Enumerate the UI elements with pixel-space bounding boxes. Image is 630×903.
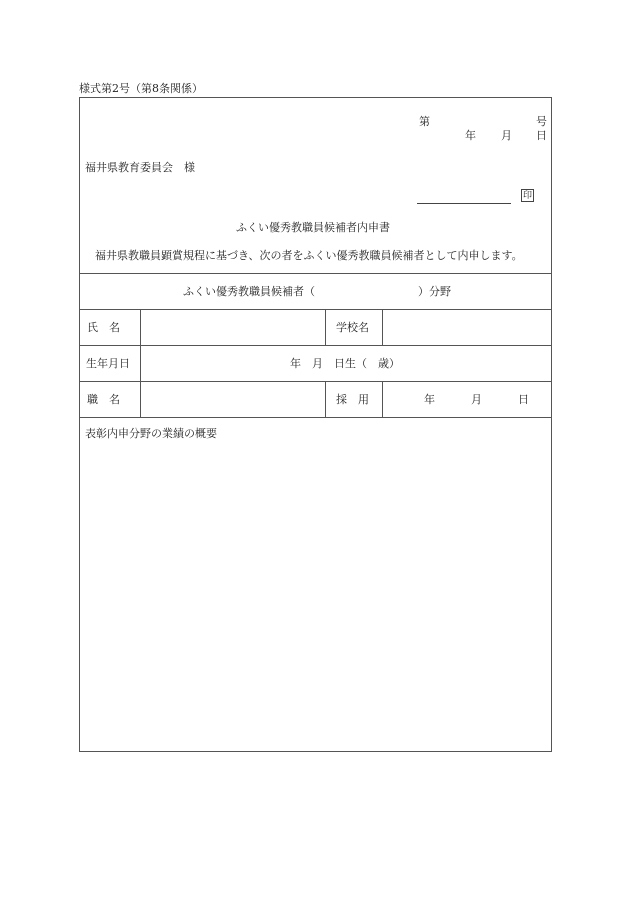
position-input[interactable] xyxy=(142,383,324,416)
school-label: 学校名 xyxy=(336,321,369,334)
col-divider xyxy=(325,381,326,417)
statement: 福井県教職員顕賞規程に基づき、次の者をふくい優秀教職員候補者として内申します。 xyxy=(95,249,523,262)
seal-mark: 印 xyxy=(522,191,532,201)
school-input[interactable] xyxy=(384,311,550,344)
date-year: 年 xyxy=(465,129,476,142)
date-month: 月 xyxy=(501,129,512,142)
row-divider xyxy=(79,381,552,382)
col-divider xyxy=(382,381,383,417)
row-divider xyxy=(79,309,552,310)
number-suffix: 号 xyxy=(536,115,547,128)
row-divider xyxy=(79,417,552,418)
birth-value[interactable]: 年 月 日生（ 歳） xyxy=(290,357,400,370)
hire-month: 月 xyxy=(471,393,482,406)
col-divider xyxy=(140,309,141,417)
date-day: 日 xyxy=(536,129,547,142)
form-id: 様式第2号（第8条関係） xyxy=(79,82,203,95)
field-prefix: ふくい優秀教職員候補者（ xyxy=(183,285,315,298)
hire-label: 採 用 xyxy=(336,393,369,406)
hire-year: 年 xyxy=(424,393,435,406)
summary-label: 表彰内申分野の業績の概要 xyxy=(85,427,217,440)
summary-textarea[interactable] xyxy=(81,445,550,750)
number-prefix: 第 xyxy=(419,115,430,128)
form-title: ふくい優秀教職員候補者内申書 xyxy=(236,221,390,234)
signature-line[interactable] xyxy=(417,203,511,204)
col-divider xyxy=(325,309,326,345)
row-divider xyxy=(79,273,552,274)
col-divider xyxy=(382,309,383,345)
addressee: 福井県教育委員会 様 xyxy=(85,161,195,174)
hire-day: 日 xyxy=(518,393,529,406)
name-label: 氏 名 xyxy=(87,321,120,334)
field-input[interactable] xyxy=(314,284,418,300)
row-divider xyxy=(79,345,552,346)
name-input[interactable] xyxy=(142,311,324,344)
field-suffix: ）分野 xyxy=(418,285,451,298)
birth-label: 生年月日 xyxy=(86,357,130,370)
position-label: 職 名 xyxy=(87,393,120,406)
